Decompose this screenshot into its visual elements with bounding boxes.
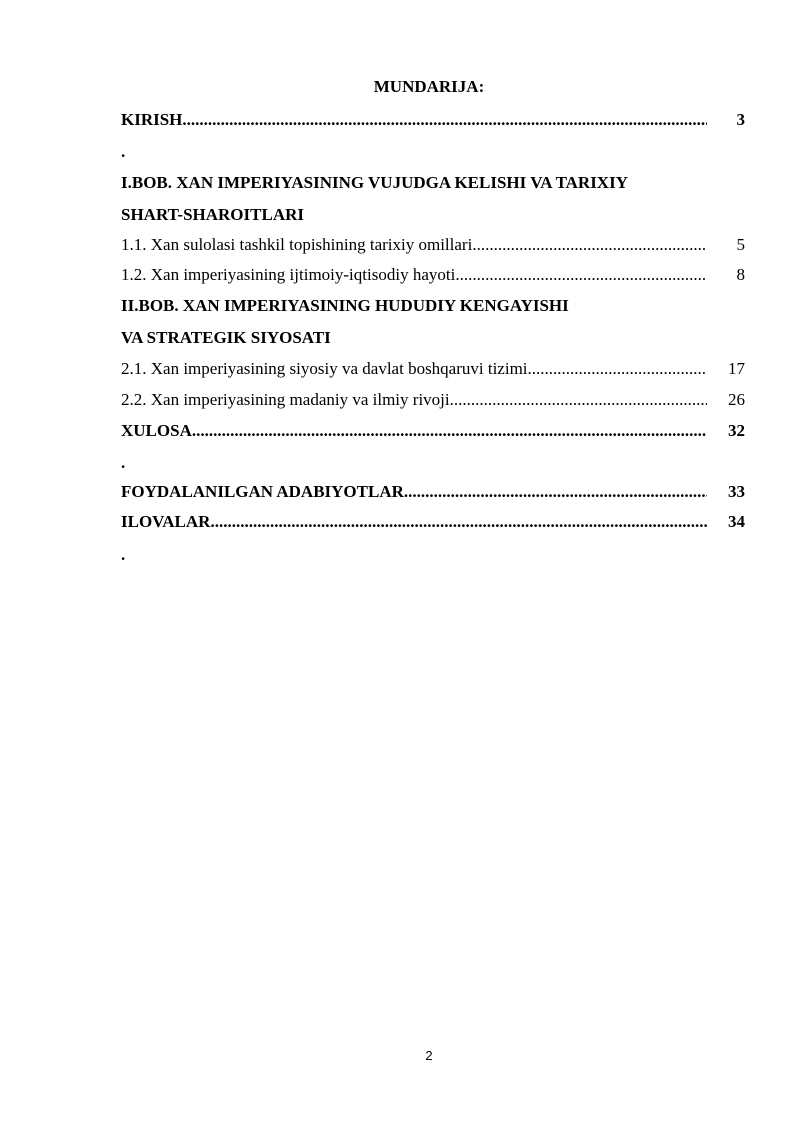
toc-entry-label: 1.1. Xan sulolasi tashkil topishining tarixiy omillari (121, 235, 473, 254)
toc-entry-kirish (121, 108, 745, 132)
toc-entry-section-1-1 (121, 233, 745, 257)
separator-dot: . (121, 545, 126, 564)
dot-leader (528, 357, 707, 381)
dot-leader (455, 263, 707, 287)
dot-leader (450, 388, 707, 412)
toc-entry-label: KIRISH (121, 110, 183, 129)
dot-leader (404, 480, 707, 504)
page-title: MUNDARIJA: (373, 77, 485, 96)
dot-leader (210, 510, 707, 534)
dot-leader (192, 419, 707, 443)
toc-entry-page: 8 (736, 265, 745, 284)
toc-entry-label: 2.2. Xan imperiyasining madaniy va ilmiy rivoji (121, 390, 450, 409)
separator-dot: . (121, 453, 126, 472)
chapter-heading-2-line-2: VA STRATEGIK SIYOSATI (121, 328, 331, 347)
chapter-heading-1-line-2: SHART-SHAROITLARI (121, 205, 304, 224)
toc-entry-page: 32 (728, 421, 745, 440)
toc-entry-label: XULOSA (121, 421, 192, 440)
toc-entry-label: 1.2. Xan imperiyasining ijtimoiy-iqtisodiy hayoti (121, 265, 456, 284)
toc-entry-page: 34 (728, 512, 745, 531)
chapter-heading-1-line-1: I.BOB. XAN IMPERIYASINING VUJUDGA KELISHI VA TARIXIY (121, 173, 628, 192)
toc-entry-section-1-2 (121, 263, 745, 287)
toc-entry-section-2-2 (121, 388, 745, 412)
toc-entry-adabiyotlar (121, 480, 745, 504)
dot-leader (472, 233, 707, 257)
toc-entry-label: 2.1. Xan imperiyasining siyosiy va davlat boshqaruvi tizimi (121, 359, 528, 378)
page-number: 2 (425, 1048, 433, 1063)
toc-entry-page: 17 (728, 359, 745, 378)
toc-entry-page: 5 (736, 235, 745, 254)
toc-entry-section-2-1 (121, 357, 745, 381)
toc-entry-xulosa (121, 419, 745, 443)
chapter-heading-2-line-1: II.BOB. XAN IMPERIYASINING HUDUDIY KENGAYISHI (121, 296, 569, 315)
toc-entry-label: FOYDALANILGAN ADABIYOTLAR (121, 482, 404, 501)
toc-entry-page: 3 (736, 110, 745, 129)
toc-entry-label: ILOVALAR (121, 512, 211, 531)
separator-dot: . (121, 142, 126, 161)
dot-leader (182, 108, 707, 132)
toc-entry-page: 26 (728, 390, 745, 409)
toc-entry-ilovalar (121, 510, 745, 534)
toc-entry-page: 33 (728, 482, 745, 501)
